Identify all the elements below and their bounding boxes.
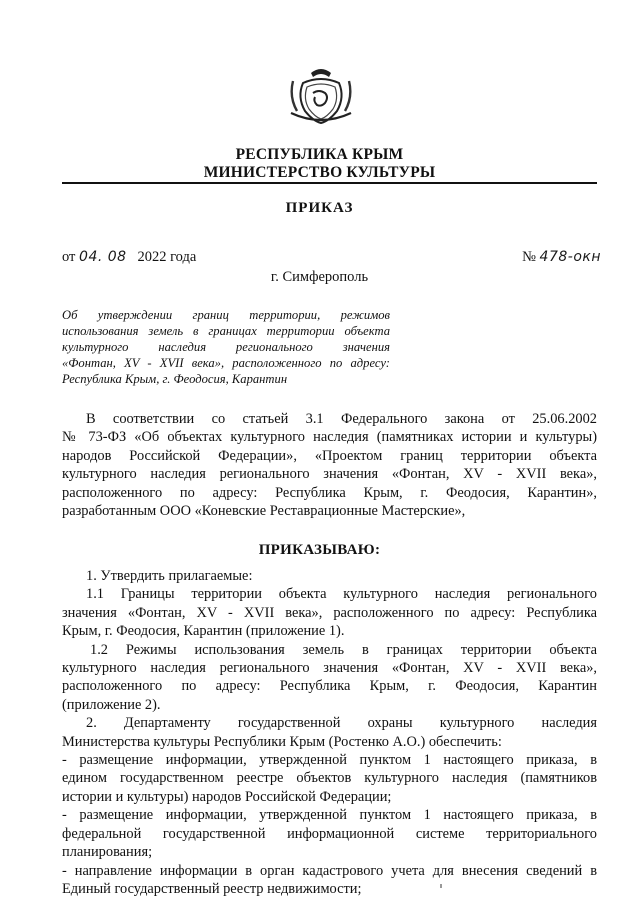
body-line: федеральной государственной информационной системе территориального	[62, 825, 597, 842]
subject-line: культурного наследия регионального значения	[62, 339, 390, 354]
preamble-line: разработанным ООО «Коневские Реставрационные Мастерские»,	[62, 503, 466, 520]
body-line: - размещение информации, утвержденной пунктом 1 настоящего приказа, в	[62, 807, 597, 824]
organization-line-2: МИНИСТЕРСТВО КУЛЬТУРЫ	[203, 164, 436, 181]
number-prefix: №	[522, 249, 536, 265]
body-line: расположенного по адресу: Республика Крым, г. Феодосия, Карантин	[62, 678, 597, 695]
body-line: Единый государственный реестр недвижимости;	[62, 880, 362, 897]
header-rule	[62, 182, 597, 184]
body-line: 1.1 Границы территории объекта культурного наследия регионального	[86, 586, 597, 603]
scan-mark	[440, 884, 442, 888]
order-body	[62, 567, 597, 898]
body-line: 1. Утвердить прилагаемые:	[86, 568, 253, 584]
body-line: планирования;	[62, 844, 153, 861]
preamble-line: В соответствии со статьей 3.1 Федерального закона от 25.06.2002	[86, 411, 597, 427]
date-prefix: от	[62, 249, 76, 265]
number-handwritten: 478-окн	[539, 249, 601, 265]
body-line: едином государственном реестре объектов культурного наследия (памятников	[62, 770, 597, 787]
order-word: ПРИКАЗЫВАЮ:	[258, 542, 381, 558]
body-line: - направление информации в орган кадастрового учета для внесения сведений в	[62, 862, 597, 879]
body-line: (приложение 2).	[62, 696, 161, 713]
body-line: Крым, г. Феодосия, Карантин (приложение 1).	[62, 623, 345, 640]
preamble-paragraph	[62, 410, 597, 520]
body-line: 2. Департаменту государственной охраны культурного наследия	[86, 715, 597, 732]
document-date	[62, 249, 196, 266]
subject-line: Об утверждении границ территории, режимов	[62, 308, 390, 322]
preamble-line: культурного наследия регионального значения «Фонтан, XV - XVII века»,	[62, 466, 597, 483]
body-line: Министерства культуры Республики Крым (Ростенко А.О.) обеспечить:	[62, 733, 502, 750]
date-handwritten: 04. 08	[79, 249, 127, 265]
preamble-line: № 73-ФЗ «Об объектах культурного наследия (памятниках истории и культуры)	[62, 429, 597, 446]
preamble-line: расположенного по адресу: Республика Крым, г. Феодосия, Карантин»,	[62, 484, 597, 501]
body-line: 1.2 Режимы использования земель в границах территории объекта	[90, 641, 597, 658]
body-line: истории и культуры) народов Российской Федерации;	[62, 788, 392, 805]
document-number	[522, 249, 601, 266]
preamble-line: народов Российской Федерации», «Проектом границ территории объекта	[62, 447, 597, 464]
date-year: 2022 года	[137, 249, 197, 265]
subject-block	[62, 308, 390, 388]
body-line: - размещение информации, утвержденной пунктом 1 настоящего приказа, в	[62, 752, 597, 769]
coat-of-arms-emblem	[289, 63, 353, 125]
subject-line: Республика Крым, г. Феодосия, Карантин	[62, 371, 288, 386]
body-line: значения «Фонтан, XV - XVII века», расположенного по адресу: Республика	[62, 604, 597, 621]
organization-line-1: РЕСПУБЛИКА КРЫМ	[235, 146, 404, 163]
subject-line: «Фонтан, XV - XVII века», расположенного по адресу:	[62, 355, 390, 370]
document-city: г. Симферополь	[270, 269, 369, 285]
subject-line: использования земель в границах территории объекта	[62, 323, 390, 338]
body-line: культурного наследия регионального значения «Фонтан, XV - XVII века»,	[62, 660, 597, 677]
document-type: ПРИКАЗ	[285, 200, 354, 216]
